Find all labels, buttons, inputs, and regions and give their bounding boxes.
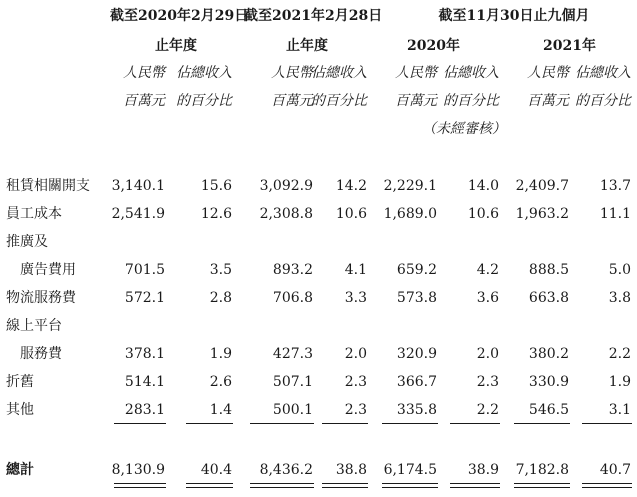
total-cell: 8,130.9	[111, 462, 165, 478]
header-rmb-2: 人民幣	[271, 65, 313, 81]
total-cell: 8,436.2	[259, 462, 313, 478]
total-double-rule	[250, 483, 314, 484]
cell: 380.2	[528, 346, 569, 362]
subtotal-rule	[450, 423, 500, 424]
cell: 3.8	[608, 290, 631, 306]
header-pct-1: 佔總收入	[176, 65, 232, 81]
cell: 663.8	[528, 290, 569, 306]
total-double-rule	[382, 487, 438, 488]
cell: 11.1	[599, 206, 631, 222]
cell: 3.1	[608, 402, 631, 418]
row-label-promo: 推廣及	[6, 234, 48, 250]
cell: 514.1	[124, 374, 165, 390]
total-double-rule	[382, 483, 438, 484]
cell: 659.2	[396, 262, 437, 278]
cell: 2.8	[209, 290, 232, 306]
cell: 2.3	[344, 374, 367, 390]
total-double-rule	[582, 487, 632, 488]
header-pct-2b: 的百分比	[311, 93, 367, 109]
subtotal-rule	[382, 423, 438, 424]
cell: 13.7	[599, 178, 631, 194]
header-rmb-2b: 百萬元	[271, 93, 313, 109]
header-period-2020: 截至2020年2月29日	[110, 8, 249, 24]
cell: 507.1	[272, 374, 313, 390]
total-double-rule	[186, 487, 233, 488]
cell: 14.0	[467, 178, 499, 194]
cell: 1,963.2	[515, 206, 569, 222]
total-double-rule	[186, 483, 233, 484]
row-label-depreciation: 折舊	[6, 374, 34, 390]
cell: 572.1	[124, 290, 165, 306]
cell: 5.0	[608, 262, 631, 278]
row-label-total: 總計	[6, 462, 34, 478]
header-rmb-3: 人民幣	[395, 65, 437, 81]
total-cell: 40.4	[200, 462, 232, 478]
total-double-rule	[114, 487, 166, 488]
row-label-logistics: 物流服務費	[6, 290, 76, 306]
cell: 2.0	[476, 346, 499, 362]
cell: 893.2	[272, 262, 313, 278]
header-pct-3: 佔總收入	[443, 65, 499, 81]
cell: 1,689.0	[383, 206, 437, 222]
header-pct-4b: 的百分比	[575, 93, 631, 109]
cell: 3,092.9	[259, 178, 313, 194]
cell: 2,229.1	[383, 178, 437, 194]
cell: 1.4	[209, 402, 232, 418]
total-double-rule	[514, 487, 570, 488]
cell: 335.8	[396, 402, 437, 418]
subtotal-rule	[186, 423, 233, 424]
header-rmb-3b: 百萬元	[395, 93, 437, 109]
cell: 3,140.1	[111, 178, 165, 194]
total-cell: 6,174.5	[383, 462, 437, 478]
cell: 2,409.7	[515, 178, 569, 194]
total-double-rule	[322, 483, 368, 484]
cell: 15.6	[200, 178, 232, 194]
total-double-rule	[582, 483, 632, 484]
cell: 1.9	[608, 374, 631, 390]
cell: 500.1	[272, 402, 313, 418]
cell: 1.9	[209, 346, 232, 362]
cell: 701.5	[124, 262, 165, 278]
cell: 3.5	[209, 262, 232, 278]
cell: 4.2	[476, 262, 499, 278]
header-period-nine-months: 截至11月30日止九個月	[438, 8, 590, 24]
cell: 330.9	[528, 374, 569, 390]
cell: 366.7	[396, 374, 437, 390]
header-pct-1b: 的百分比	[176, 93, 232, 109]
subtotal-rule	[114, 423, 166, 424]
total-cell: 38.8	[335, 462, 367, 478]
cell: 888.5	[528, 262, 569, 278]
header-rmb-4: 人民幣	[527, 65, 569, 81]
header-year-ended-1: 止年度	[155, 38, 197, 54]
cell: 2.3	[344, 402, 367, 418]
header-rmb-1: 人民幣	[123, 65, 165, 81]
header-pct-2: 佔總收入	[311, 65, 367, 81]
total-double-rule	[322, 487, 368, 488]
header-pct-4: 佔總收入	[575, 65, 631, 81]
header-unaudited-note: （未經審核）	[422, 121, 506, 137]
total-double-rule	[450, 487, 500, 488]
header-rmb-4b: 百萬元	[527, 93, 569, 109]
cell: 3.6	[476, 290, 499, 306]
total-cell: 40.7	[599, 462, 631, 478]
cell: 706.8	[272, 290, 313, 306]
total-double-rule	[250, 487, 314, 488]
header-year-2020: 2020年	[407, 38, 460, 54]
row-label-promo-cont: 廣告費用	[20, 262, 76, 278]
row-label-online-platform: 線上平台	[6, 318, 62, 334]
total-cell: 7,182.8	[515, 462, 569, 478]
cell: 573.8	[396, 290, 437, 306]
total-double-rule	[114, 483, 166, 484]
cell: 2,541.9	[111, 206, 165, 222]
total-double-rule	[514, 483, 570, 484]
header-year-2021: 2021年	[543, 38, 596, 54]
header-rmb-1b: 百萬元	[123, 93, 165, 109]
total-double-rule	[450, 483, 500, 484]
header-pct-3b: 的百分比	[443, 93, 499, 109]
cell: 2,308.8	[259, 206, 313, 222]
row-label-staff: 員工成本	[6, 206, 62, 222]
cell: 4.1	[344, 262, 367, 278]
cell: 320.9	[396, 346, 437, 362]
cell: 2.2	[476, 402, 499, 418]
cell: 378.1	[124, 346, 165, 362]
cell: 427.3	[272, 346, 313, 362]
cell: 2.6	[209, 374, 232, 390]
header-period-2021: 截至2021年2月28日	[244, 8, 383, 24]
row-label-online-platform-cont: 服務費	[20, 346, 62, 362]
subtotal-rule	[322, 423, 368, 424]
cell: 546.5	[528, 402, 569, 418]
row-label-rent: 租賃相關開支	[6, 178, 90, 194]
cell: 12.6	[200, 206, 232, 222]
cell: 2.2	[608, 346, 631, 362]
cell: 2.0	[344, 346, 367, 362]
header-year-ended-2: 止年度	[286, 38, 328, 54]
cell: 14.2	[335, 178, 367, 194]
cell: 283.1	[124, 402, 165, 418]
subtotal-rule	[582, 423, 632, 424]
cell: 3.3	[344, 290, 367, 306]
row-label-others: 其他	[6, 402, 34, 418]
subtotal-rule	[514, 423, 570, 424]
cell: 10.6	[335, 206, 367, 222]
cell: 10.6	[467, 206, 499, 222]
cell: 2.3	[476, 374, 499, 390]
total-cell: 38.9	[467, 462, 499, 478]
subtotal-rule	[250, 423, 314, 424]
